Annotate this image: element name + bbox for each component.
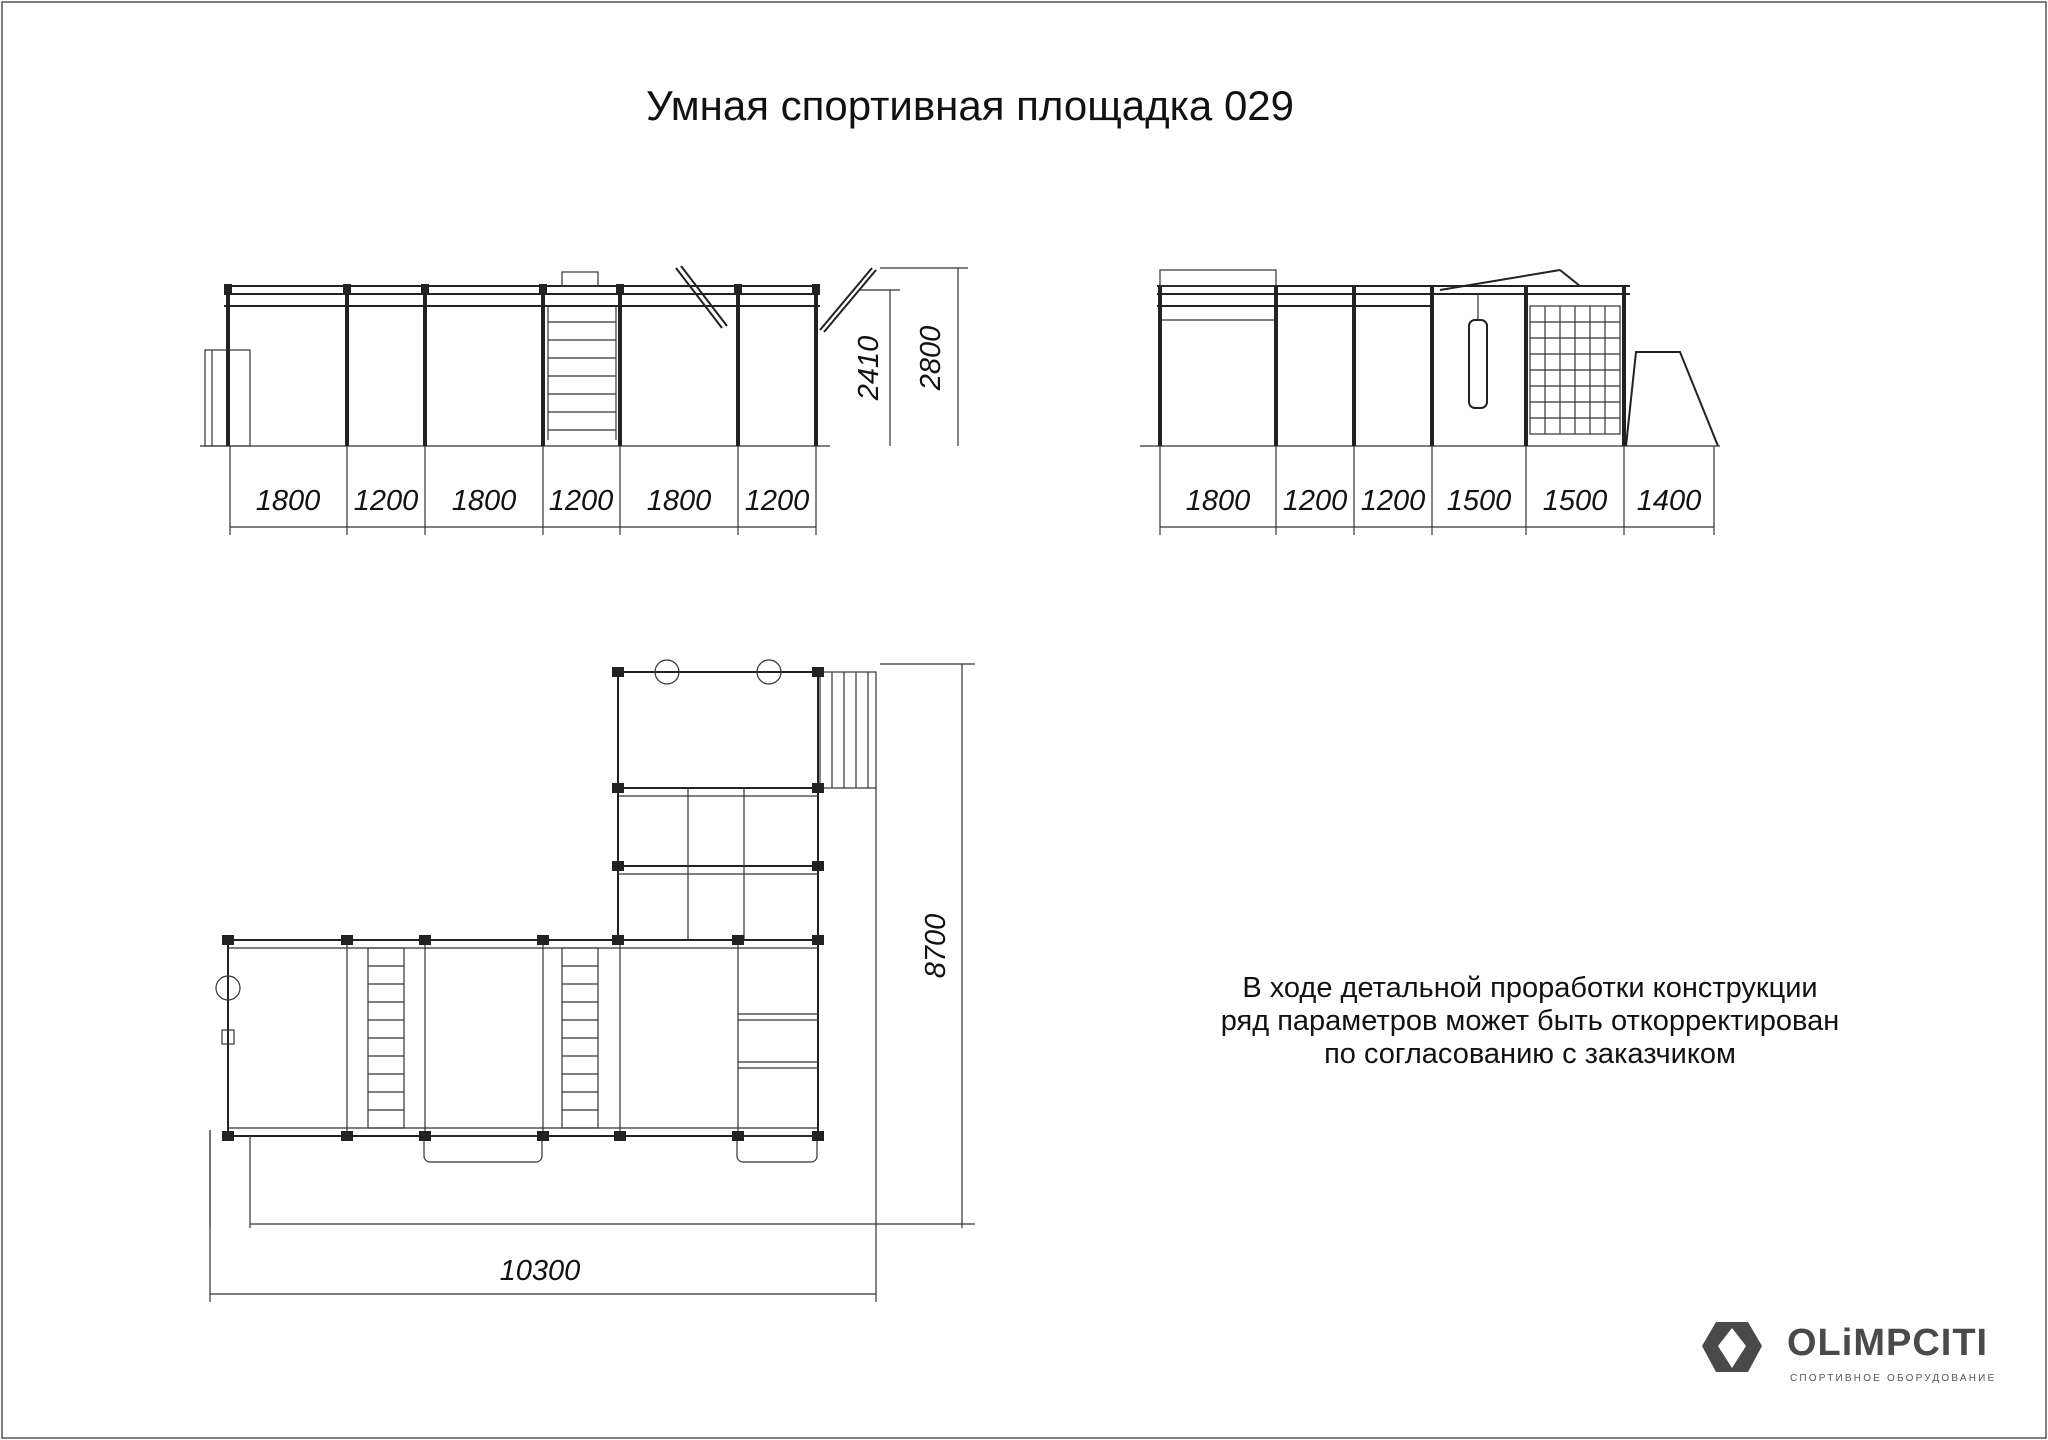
brand-block	[1710, 1316, 2000, 1396]
side-dim-5: 1500	[1542, 485, 1608, 517]
side-dim-1: 1800	[1185, 485, 1251, 517]
front-dim-2: 1200	[353, 485, 419, 517]
side-dim-6: 1400	[1636, 485, 1702, 517]
plan-depth-dim: 8700	[920, 913, 952, 979]
side-dim-4: 1500	[1446, 485, 1512, 517]
brand-tagline: СПОРТИВНОЕ ОБОРУДОВАНИЕ	[1790, 1373, 1997, 1384]
sheet-border	[2, 2, 2046, 1438]
front-height-1: 2410	[853, 335, 885, 401]
disclaimer-note	[1080, 972, 1980, 1071]
front-dim-5: 1800	[646, 485, 712, 517]
plan-view	[210, 660, 975, 1302]
note-line-2: ряд параметров может быть откорректирован	[1220, 1005, 1840, 1037]
front-dim-6: 1200	[744, 485, 810, 517]
note-line-3: по согласованию с заказчиком	[1324, 1038, 1736, 1070]
front-dim-3: 1800	[451, 485, 517, 517]
front-height-2: 2800	[915, 325, 947, 391]
side-dim-2: 1200	[1282, 485, 1348, 517]
note-line-1: В ходе детальной проработки конструкции	[1242, 972, 1818, 1004]
front-dim-4: 1200	[548, 485, 614, 517]
front-dim-1: 1800	[255, 485, 321, 517]
plan-width-dim: 10300	[499, 1255, 581, 1287]
brand-name: OLiMPCITI	[1787, 1322, 1989, 1364]
page-title: Умная спортивная площадка 029	[645, 82, 1295, 129]
side-dim-3: 1200	[1360, 485, 1426, 517]
